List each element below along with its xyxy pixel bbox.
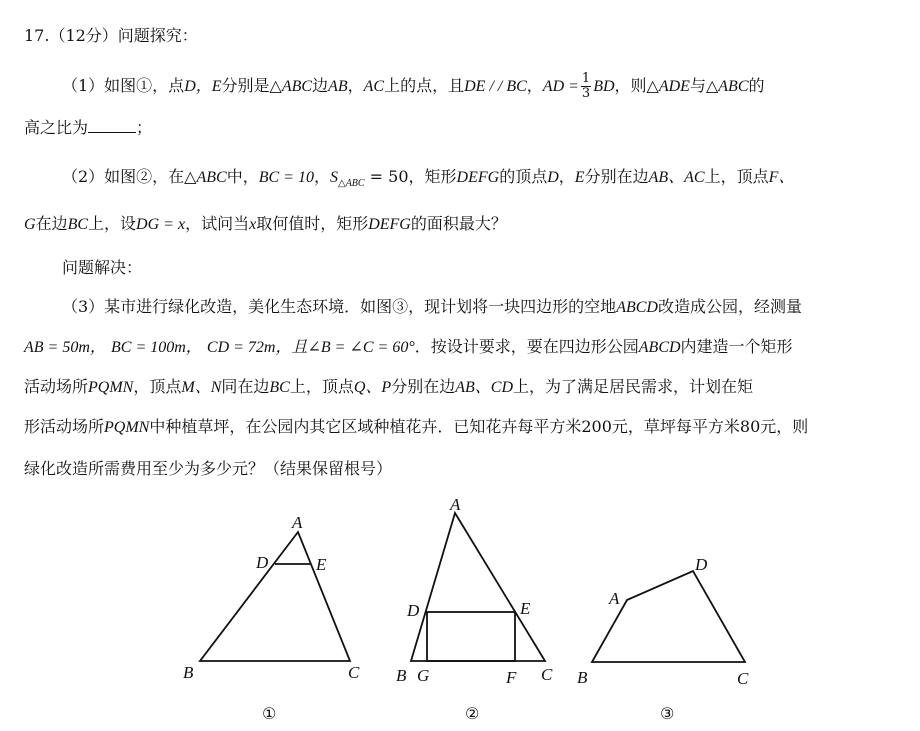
fig2-label-f: F (506, 668, 517, 687)
fig3-label-d: D (695, 555, 708, 574)
fig3-label-a: A (609, 589, 620, 608)
fig2-caption: ② (465, 704, 480, 723)
fig2-triangle (411, 513, 545, 661)
part3-line4: 形活动场所PQMN中种植草坪，在公园内其它区域种植花卉．已知花卉每平方米200元，草坪每平方米80元，则 (24, 417, 809, 436)
fig1-label-b: B (183, 663, 194, 682)
fig1-caption: ① (262, 704, 277, 723)
solve-header: 问题解决： (62, 258, 143, 277)
fig3-caption: ③ (660, 704, 675, 723)
fig1-label-a: A (292, 513, 303, 532)
fig2-label-g: G (417, 666, 430, 685)
part3-line1: （3）某市进行绿化改造，美化生态环境．如图③，现计划将一块四边形的空地ABCD改造成公园，经测量 (62, 297, 802, 316)
fraction-one-third: $\frac{1}{3}$ (581, 71, 591, 101)
fig1-label-c: C (348, 663, 360, 682)
fig2-rectangle (427, 612, 515, 661)
part1-tail: 高之比为 ； (24, 118, 153, 137)
fig3-label-c: C (737, 669, 749, 688)
problem-header: 17.（12分）问题探究： (24, 26, 198, 45)
fig2-label-a: A (450, 495, 461, 514)
fig1-label-e: E (316, 555, 327, 574)
part2-line: （2）如图②，在△ABC中，BC = 10，$S_{\triangle ABC} = 50$，矩形DEFG的顶点D，E分别在边AB、AC上，顶点F、 (62, 167, 795, 190)
fig2-label-c: C (541, 665, 553, 684)
part3-line2: AB = 50m， BC = 100m， CD = 72m，且∠B = ∠C = 60°．按设计要求，要在四边形公园ABCD内建造一个矩形 (24, 337, 793, 356)
fig3-quadrilateral (592, 571, 745, 662)
fig3-label-b: B (577, 668, 588, 687)
fig2-label-b: B (396, 666, 407, 685)
part3-line3: 活动场所PQMN，顶点M、N同在边BC上，顶点Q、P分别在边AB、CD上，为了满足居民需求，计划在矩 (24, 377, 754, 396)
part2-line2: G在边BC上，设DG = x，试问当x取何值时，矩形DEFG的面积最大？ (24, 214, 507, 233)
fig1-triangle (200, 532, 350, 661)
fig1-label-d: D (256, 553, 269, 572)
part3-line5: 绿化改造所需费用至少为多少元？（结果保留根号） (24, 459, 393, 478)
fig2-label-d: D (407, 601, 420, 620)
fig2-label-e: E (520, 599, 531, 618)
part1-line: （1）如图①，点D，E分别是△ABC边AB，AC上的点，且DE / / BC，AD = $\frac{1}{3}$ BD，则△ADE与△ABC的 (62, 71, 765, 101)
